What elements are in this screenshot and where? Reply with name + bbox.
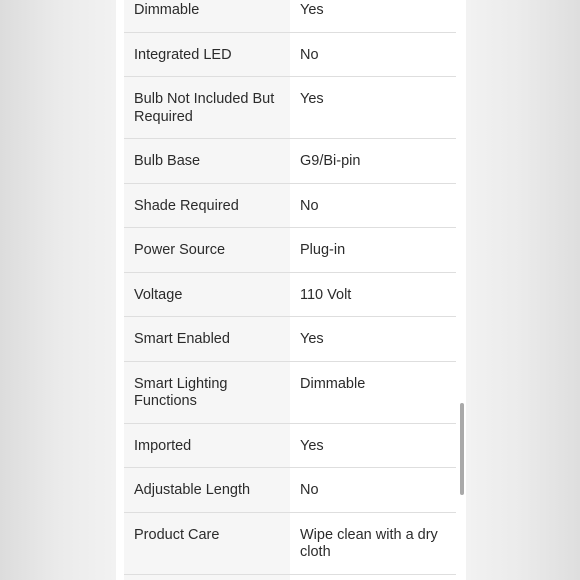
table-row: [124, 423, 456, 468]
spec-value: Dimmable: [290, 361, 456, 423]
spec-label: Dimmable: [124, 0, 290, 32]
spec-value: 110 Volt: [290, 272, 456, 317]
spec-label: Imported: [124, 423, 290, 468]
spec-value: No: [290, 468, 456, 513]
spec-value: G9/Bi-pin: [290, 139, 456, 184]
product-specifications-table: [124, 0, 456, 580]
product-page: [116, 0, 466, 580]
table-row: [124, 77, 456, 139]
spec-value: No: [290, 183, 456, 228]
table-row: [124, 139, 456, 184]
spec-value: [290, 574, 456, 580]
spec-label: Bulb Not Included But Required: [124, 77, 290, 139]
spec-value: Wipe clean with a dry cloth: [290, 512, 456, 574]
spec-value: Yes: [290, 317, 456, 362]
table-row: [124, 512, 456, 574]
spec-label: [124, 574, 290, 580]
spec-label: Smart Enabled: [124, 317, 290, 362]
scrollbar-thumb[interactable]: [460, 403, 464, 495]
spec-label: Smart Lighting Functions: [124, 361, 290, 423]
table-row: [124, 0, 456, 32]
spec-label: Adjustable Length: [124, 468, 290, 513]
table-row: [124, 574, 456, 580]
spec-label: Power Source: [124, 228, 290, 273]
spec-value: Yes: [290, 423, 456, 468]
table-row: [124, 228, 456, 273]
spec-value: Yes: [290, 0, 456, 32]
spec-value: Yes: [290, 77, 456, 139]
table-row: [124, 272, 456, 317]
table-row: [124, 32, 456, 77]
spec-label: Bulb Base: [124, 139, 290, 184]
table-row: [124, 183, 456, 228]
spec-label: Product Care: [124, 512, 290, 574]
spec-label: Shade Required: [124, 183, 290, 228]
table-row: [124, 361, 456, 423]
spec-label: Voltage: [124, 272, 290, 317]
table-row: [124, 317, 456, 362]
spec-label: Integrated LED: [124, 32, 290, 77]
table-row: [124, 468, 456, 513]
spec-value: No: [290, 32, 456, 77]
spec-value: Plug-in: [290, 228, 456, 273]
